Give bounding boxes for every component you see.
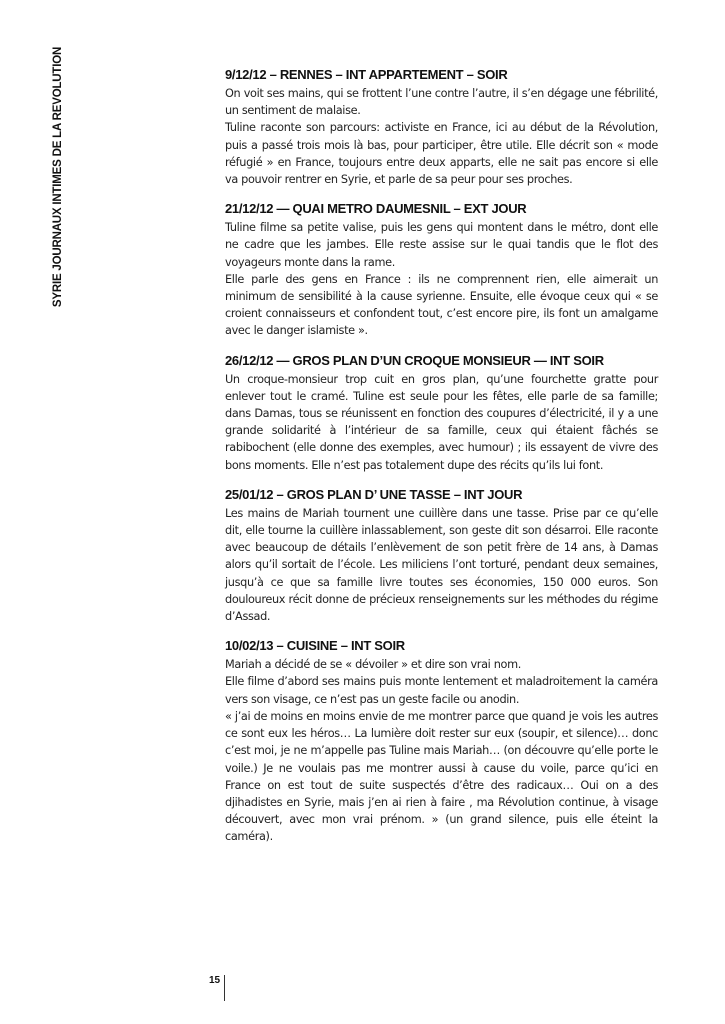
entry-paragraph: Un croque-monsieur trop cuit en gros plan, qu’une fourchette gratte pour enlever tout le cramé. Tuline est seule pour les fêtes, elle parle de sa famille; dans Damas, tous se réunissent en fonction des coupures d’électricité, il y a une grande solidarité à l’intérieur de sa famille, ceux qui étaient fâchés se rabibochent (elle donne des exemples, avec humour) ; ils essayent de vivre des bons moments. Elle n’est pas totalement dupe des récits qu’ils lui font. — [225, 372, 658, 472]
entry-paragraph: On voit ses mains, qui se frottent l’une contre l’autre, il s’en dégage une fébrilité, un sentiment de malaise. — [225, 87, 658, 118]
entry-paragraph: Mariah a décidé de se « dévoiler » et dire son vrai nom. — [225, 658, 521, 672]
entry-2 — [225, 200, 658, 339]
entry-heading: 21/12/12 — QUAI METRO DAUMESNIL – EXT JOUR — [225, 201, 527, 217]
entry-heading: 26/12/12 — GROS PLAN D’UN CROQUE MONSIEUR — INT SOIR — [225, 352, 604, 368]
page-body — [225, 66, 658, 858]
entry-paragraph: Tuline raconte son parcours: activiste en France, ici au début de la Révolution, puis a passé trois mois là bas, pour participer, être utile. Elle décrit son « mode réfugié » en France, toujours entre deux apparts, elle ne sait pas encore si elle va pouvoir rentrer en Syrie, et parle de sa peur pour ses proches. — [225, 121, 658, 187]
entry-paragraph: Les mains de Mariah tournent une cuillère dans une tasse. Prise par ce qu’elle dit, elle tourne la cuillère inlassablement, son geste dit son désarroi. Elle raconte avec beaucoup de détails l’enlèvement de son petit frère de 14 ans, à Damas alors qu’il sortait de l’école. Les miliciens l’ont torturé, pendant deux semaines, jusqu’à ce que sa famille livre toutes ses économies, 150 000 euros. Son douloureux récit donne de précieux renseignements sur les méthodes du régime d’Assad. — [225, 506, 658, 624]
entry-heading: 10/02/13 – CUISINE – INT SOIR — [225, 638, 405, 654]
entry-3 — [225, 352, 658, 474]
entry-paragraph: « j’ai de moins en moins envie de me montrer parce que quand je vois les autres ce sont eux les héros… La lumière doit rester sur eux (soupir, et silence)… donc c’est moi, je ne m’appelle pas Tuline mais Mariah… (on découvre qu’elle porte le voile.) Je ne voulais pas me montrer aussi à cause du voile, parce qu’ici en France on est tout de suite suspectés d’être des radicaux… Oui on a des djihadistes en Syrie, mais j’en ai rien à faire , ma Révolution continue, à visage découvert, avec mon vrai prénom. » (un grand silence, puis elle éteint la caméra). — [225, 709, 658, 844]
entry-1 — [225, 66, 658, 188]
entry-heading: 25/01/12 – GROS PLAN D’ UNE TASSE – INT JOUR — [225, 486, 523, 502]
footer-rule — [224, 975, 225, 1001]
page-number: 15 — [209, 975, 221, 986]
entry-5 — [225, 637, 658, 845]
running-title-text: SYRIE JOURNAUX INTIMES DE LA REVOLUTION — [52, 46, 65, 308]
entry-paragraph: Elle filme d’abord ses mains puis monte lentement et maladroitement la caméra vers son visage, ce n’est pas un geste facile ou anodin. — [225, 675, 658, 706]
entry-heading: 9/12/12 – RENNES – INT APPARTEMENT – SOIR — [225, 67, 508, 82]
page-footer — [209, 975, 225, 1001]
running-title — [46, 46, 70, 308]
entry-paragraph: Tuline filme sa petite valise, puis les gens qui montent dans le métro, dont elle ne cadre que les jambes. Elle reste assise sur le quai tandis que le flot des voyageurs monte dans la rame. — [225, 221, 658, 269]
entry-4 — [225, 486, 658, 625]
entry-paragraph: Elle parle des gens en France : ils ne comprennent rien, elle aimerait un minimum de sensibilité à la cause syrienne. Ensuite, elle évoque ceux qui « se croient connaisseurs et confondent tout, c’est encore pire, ils font un amalgame avec le danger islamiste ». — [225, 272, 658, 338]
